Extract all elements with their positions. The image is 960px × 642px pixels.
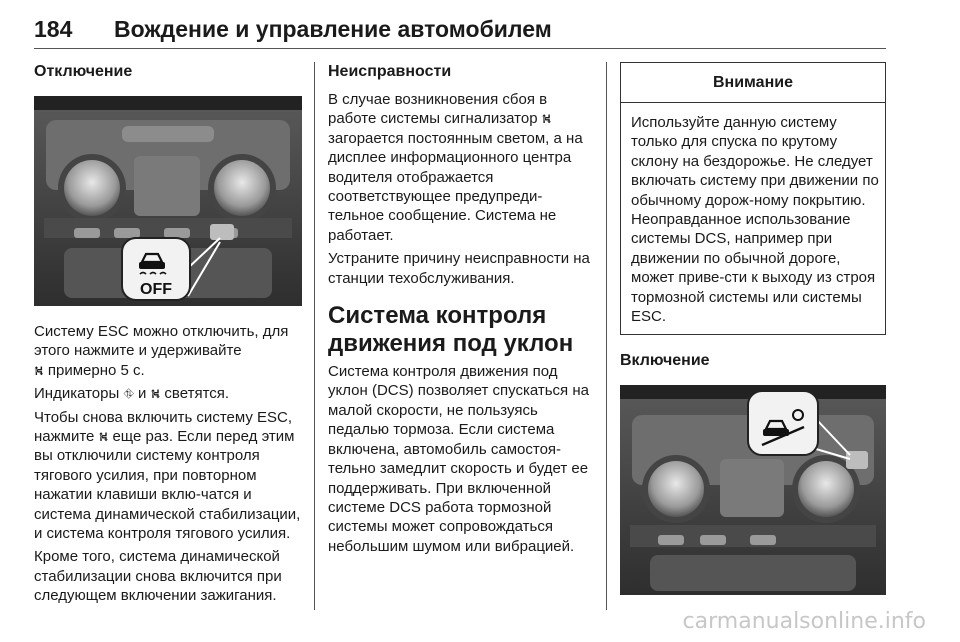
esc-off-button-icon: ⛕ (34, 362, 44, 378)
subheading-on: Включение (620, 352, 710, 370)
column-middle (328, 62, 594, 556)
watermark: carmanualsonline.info (682, 609, 926, 634)
subheading-off: Отключение (34, 63, 133, 80)
esc-panel-illustration (34, 96, 302, 306)
dcs-panel-illustration (620, 385, 886, 595)
section-title-dcs: Система контроля движения под уклон (328, 302, 574, 358)
esc-button-icon: ⛕ (98, 429, 109, 445)
esc-button-photo (34, 96, 302, 306)
paragraph-indicators: Индикаторы ⛗ и ⛕ светятся. (34, 385, 230, 403)
paragraph-esc-off: Систему ESC можно отключить, для этого нажмите и удерживайте ⛕ примерно 5 с. (34, 323, 289, 379)
esc-button-label: OFF (140, 281, 172, 298)
page-header (34, 14, 886, 50)
column-divider-2 (606, 62, 607, 610)
tc-off-indicator-icon: ⛗ (123, 386, 134, 402)
paragraph-faults: В случае возникновения сбоя в работе системы сигнализатор ⛕ загорается постоянным светом, а на дисплее информационного центра водителя отображается соответствующее предупреди-тельное сообщение. Система не работает. (328, 91, 583, 244)
paragraph-esc-on: Чтобы снова включить систему ESC, нажмите ⛕ еще раз. Если перед этим вы отключили систему контроля тягового усилия, при повторном нажатии клавиши вклю-чатся и система динамической стабилизации, и система контроля тягового усилия. (34, 408, 301, 543)
column-divider-1 (314, 62, 315, 610)
subheading-faults: Неисправности (328, 63, 452, 80)
esc-indicator-icon: ⛕ (150, 386, 161, 402)
esc-warning-icon: ⛕ (541, 111, 552, 127)
paragraph-service: Устраните причину неисправности на станции техобслуживания. (328, 250, 590, 287)
warning-box-title: Внимание (621, 63, 885, 103)
page-title: Вождение и управление автомобилем (114, 16, 552, 42)
paragraph-dcs: Система контроля движения под уклон (DCS) позволяет спускаться на малой скорости, не пользуясь педалью тормоза. Если система включена, автомобиль самостоя-тельно замедлит скорость и будет ее поддерживать. При включенной системе DCS работа тормозной системы может сопровождаться небольшим шумом или вибрацией. (328, 363, 589, 555)
paragraph-ignition: Кроме того, система динамической стабилизации снова включится при следующем включении зажигания. (34, 548, 282, 605)
warning-box (620, 62, 886, 335)
dcs-button-photo (620, 385, 886, 595)
warning-box-text: Используйте данную систему только для спуска по крутому склону на бездорожье. Не следует включать систему при движении по обычному дорож-ному покрытию. Неоправданное использование системы DCS, например при движении по обычной дороге, может приве-сти к выходу из строя тормозной системы или системы ESC. (631, 114, 879, 326)
header-rule (34, 48, 886, 49)
column-right (620, 62, 886, 595)
column-left (34, 62, 302, 606)
page-number: 184 (34, 16, 73, 42)
